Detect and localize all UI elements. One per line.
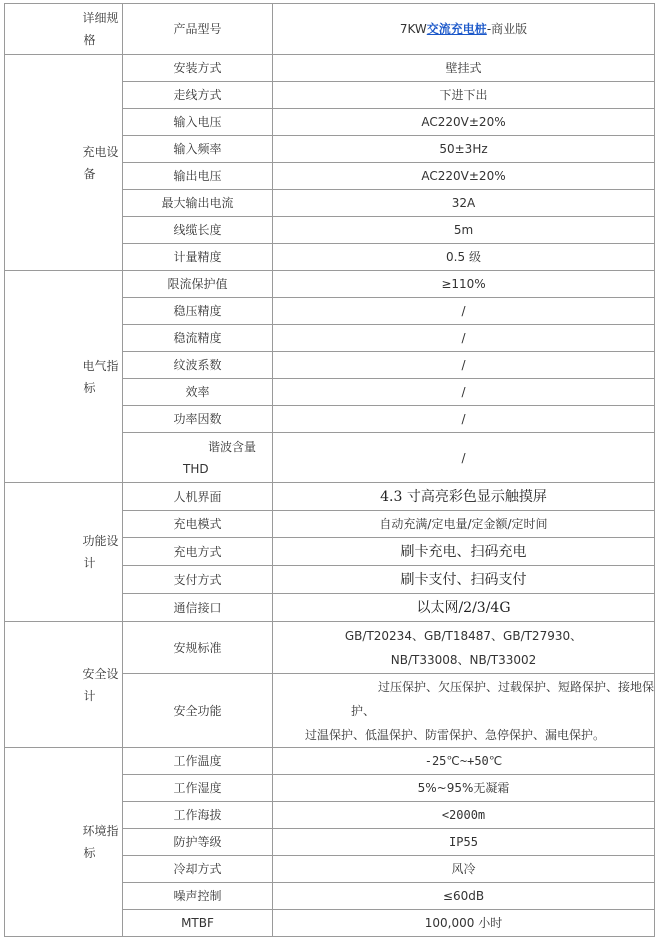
functions-line3: 过温保护、低温保护、防雷保护、急停保护、漏电保护。	[305, 727, 606, 742]
header-category-line1: 详细规	[82, 11, 119, 25]
header-category-line2: 格	[83, 33, 96, 47]
product-link[interactable]: 交流充电桩	[426, 22, 487, 36]
row-value: 32A	[273, 190, 655, 217]
category-environment-line1: 环境指	[82, 824, 119, 838]
table-row	[5, 622, 655, 674]
row-label: 输入电压	[123, 109, 273, 136]
row-value-functions	[273, 674, 655, 748]
row-label: 安装方式	[123, 55, 273, 82]
model-value-suffix: -商业版	[486, 22, 528, 36]
row-value: IP55	[273, 829, 655, 856]
spec-table	[4, 3, 655, 937]
row-label: 支付方式	[123, 566, 273, 594]
standards-line2: NB/T33008、NB/T33002	[390, 652, 537, 667]
table-row	[5, 748, 655, 775]
row-label: 走线方式	[123, 82, 273, 109]
header-row	[5, 4, 655, 55]
row-value: -25℃~+50℃	[273, 748, 655, 775]
header-category	[5, 4, 123, 55]
functions-line1: 过压保护、欠压保护、过载保护、短路保护、接地保	[377, 679, 654, 694]
row-label: 安规标准	[123, 622, 273, 674]
row-value: 100,000 小时	[273, 910, 655, 937]
row-value: 5m	[273, 217, 655, 244]
category-function	[5, 483, 123, 622]
row-label: 通信接口	[123, 594, 273, 622]
category-electrical-line1: 电气指	[82, 358, 119, 373]
category-environment-line2: 标	[83, 846, 96, 860]
row-label: 输出电压	[123, 163, 273, 190]
category-safety-line1: 安全设	[82, 666, 119, 681]
row-value: /	[273, 379, 655, 406]
row-label: 输入频率	[123, 136, 273, 163]
category-electrical-line2: 标	[83, 380, 96, 395]
row-value: 壁挂式	[273, 55, 655, 82]
row-label: 噪声控制	[123, 883, 273, 910]
row-label: 工作湿度	[123, 775, 273, 802]
row-label: 最大输出电流	[123, 190, 273, 217]
row-label: 人机界面	[123, 483, 273, 511]
row-label: 功率因数	[123, 406, 273, 433]
row-value: 刷卡支付、扫码支付	[273, 566, 655, 594]
row-value: 5%~95%无凝霜	[273, 775, 655, 802]
row-value: /	[273, 352, 655, 379]
row-value-standards	[273, 622, 655, 674]
table-row	[5, 271, 655, 298]
row-value: AC220V±20%	[273, 109, 655, 136]
model-label: 产品型号	[123, 4, 273, 55]
row-label: 线缆长度	[123, 217, 273, 244]
row-value: 50±3Hz	[273, 136, 655, 163]
row-label: 稳压精度	[123, 298, 273, 325]
row-value: 以太网/2/3/4G	[273, 594, 655, 622]
standards-line1: GB/T20234、GB/T18487、GB/T27930、	[344, 628, 583, 643]
thd-label-line2: THD	[183, 461, 209, 476]
row-value: <2000m	[273, 802, 655, 829]
row-value: ≥110%	[273, 271, 655, 298]
row-label: 充电方式	[123, 538, 273, 566]
category-electrical	[5, 271, 123, 483]
row-label: 计量精度	[123, 244, 273, 271]
row-value: /	[273, 406, 655, 433]
model-value-prefix: 7KW	[399, 22, 427, 36]
row-value: AC220V±20%	[273, 163, 655, 190]
row-value: ≤60dB	[273, 883, 655, 910]
row-label: 工作温度	[123, 748, 273, 775]
row-label: 安全功能	[123, 674, 273, 748]
category-charging-line1: 充电设	[82, 144, 119, 159]
row-label: 限流保护值	[123, 271, 273, 298]
row-value: 下进下出	[273, 82, 655, 109]
category-safety	[5, 622, 123, 748]
row-label: 充电模式	[123, 511, 273, 538]
row-label: 冷却方式	[123, 856, 273, 883]
row-value: /	[273, 433, 655, 483]
row-value: 0.5 级	[273, 244, 655, 271]
table-row	[5, 483, 655, 511]
row-value: /	[273, 325, 655, 352]
functions-line2: 护、	[351, 703, 376, 718]
category-function-line2: 计	[83, 556, 96, 570]
category-charging-line2: 备	[83, 166, 96, 181]
row-value: 风冷	[273, 856, 655, 883]
row-label: 防护等级	[123, 829, 273, 856]
category-safety-line2: 计	[83, 688, 96, 703]
row-value: 自动充满/定电量/定金额/定时间	[273, 511, 655, 538]
row-value: 4.3 寸高亮彩色显示触摸屏	[273, 483, 655, 511]
row-label: MTBF	[123, 910, 273, 937]
category-charging	[5, 55, 123, 271]
row-label: 工作海拔	[123, 802, 273, 829]
table-row	[5, 55, 655, 82]
row-label: 纹波系数	[123, 352, 273, 379]
row-label: 效率	[123, 379, 273, 406]
row-label: 稳流精度	[123, 325, 273, 352]
row-value: /	[273, 298, 655, 325]
row-value: 刷卡充电、扫码充电	[273, 538, 655, 566]
row-label-thd	[123, 433, 273, 483]
category-function-line1: 功能设	[82, 534, 119, 548]
thd-label-line1: 谐波含量	[207, 439, 256, 454]
category-environment	[5, 748, 123, 937]
model-value	[273, 4, 655, 55]
